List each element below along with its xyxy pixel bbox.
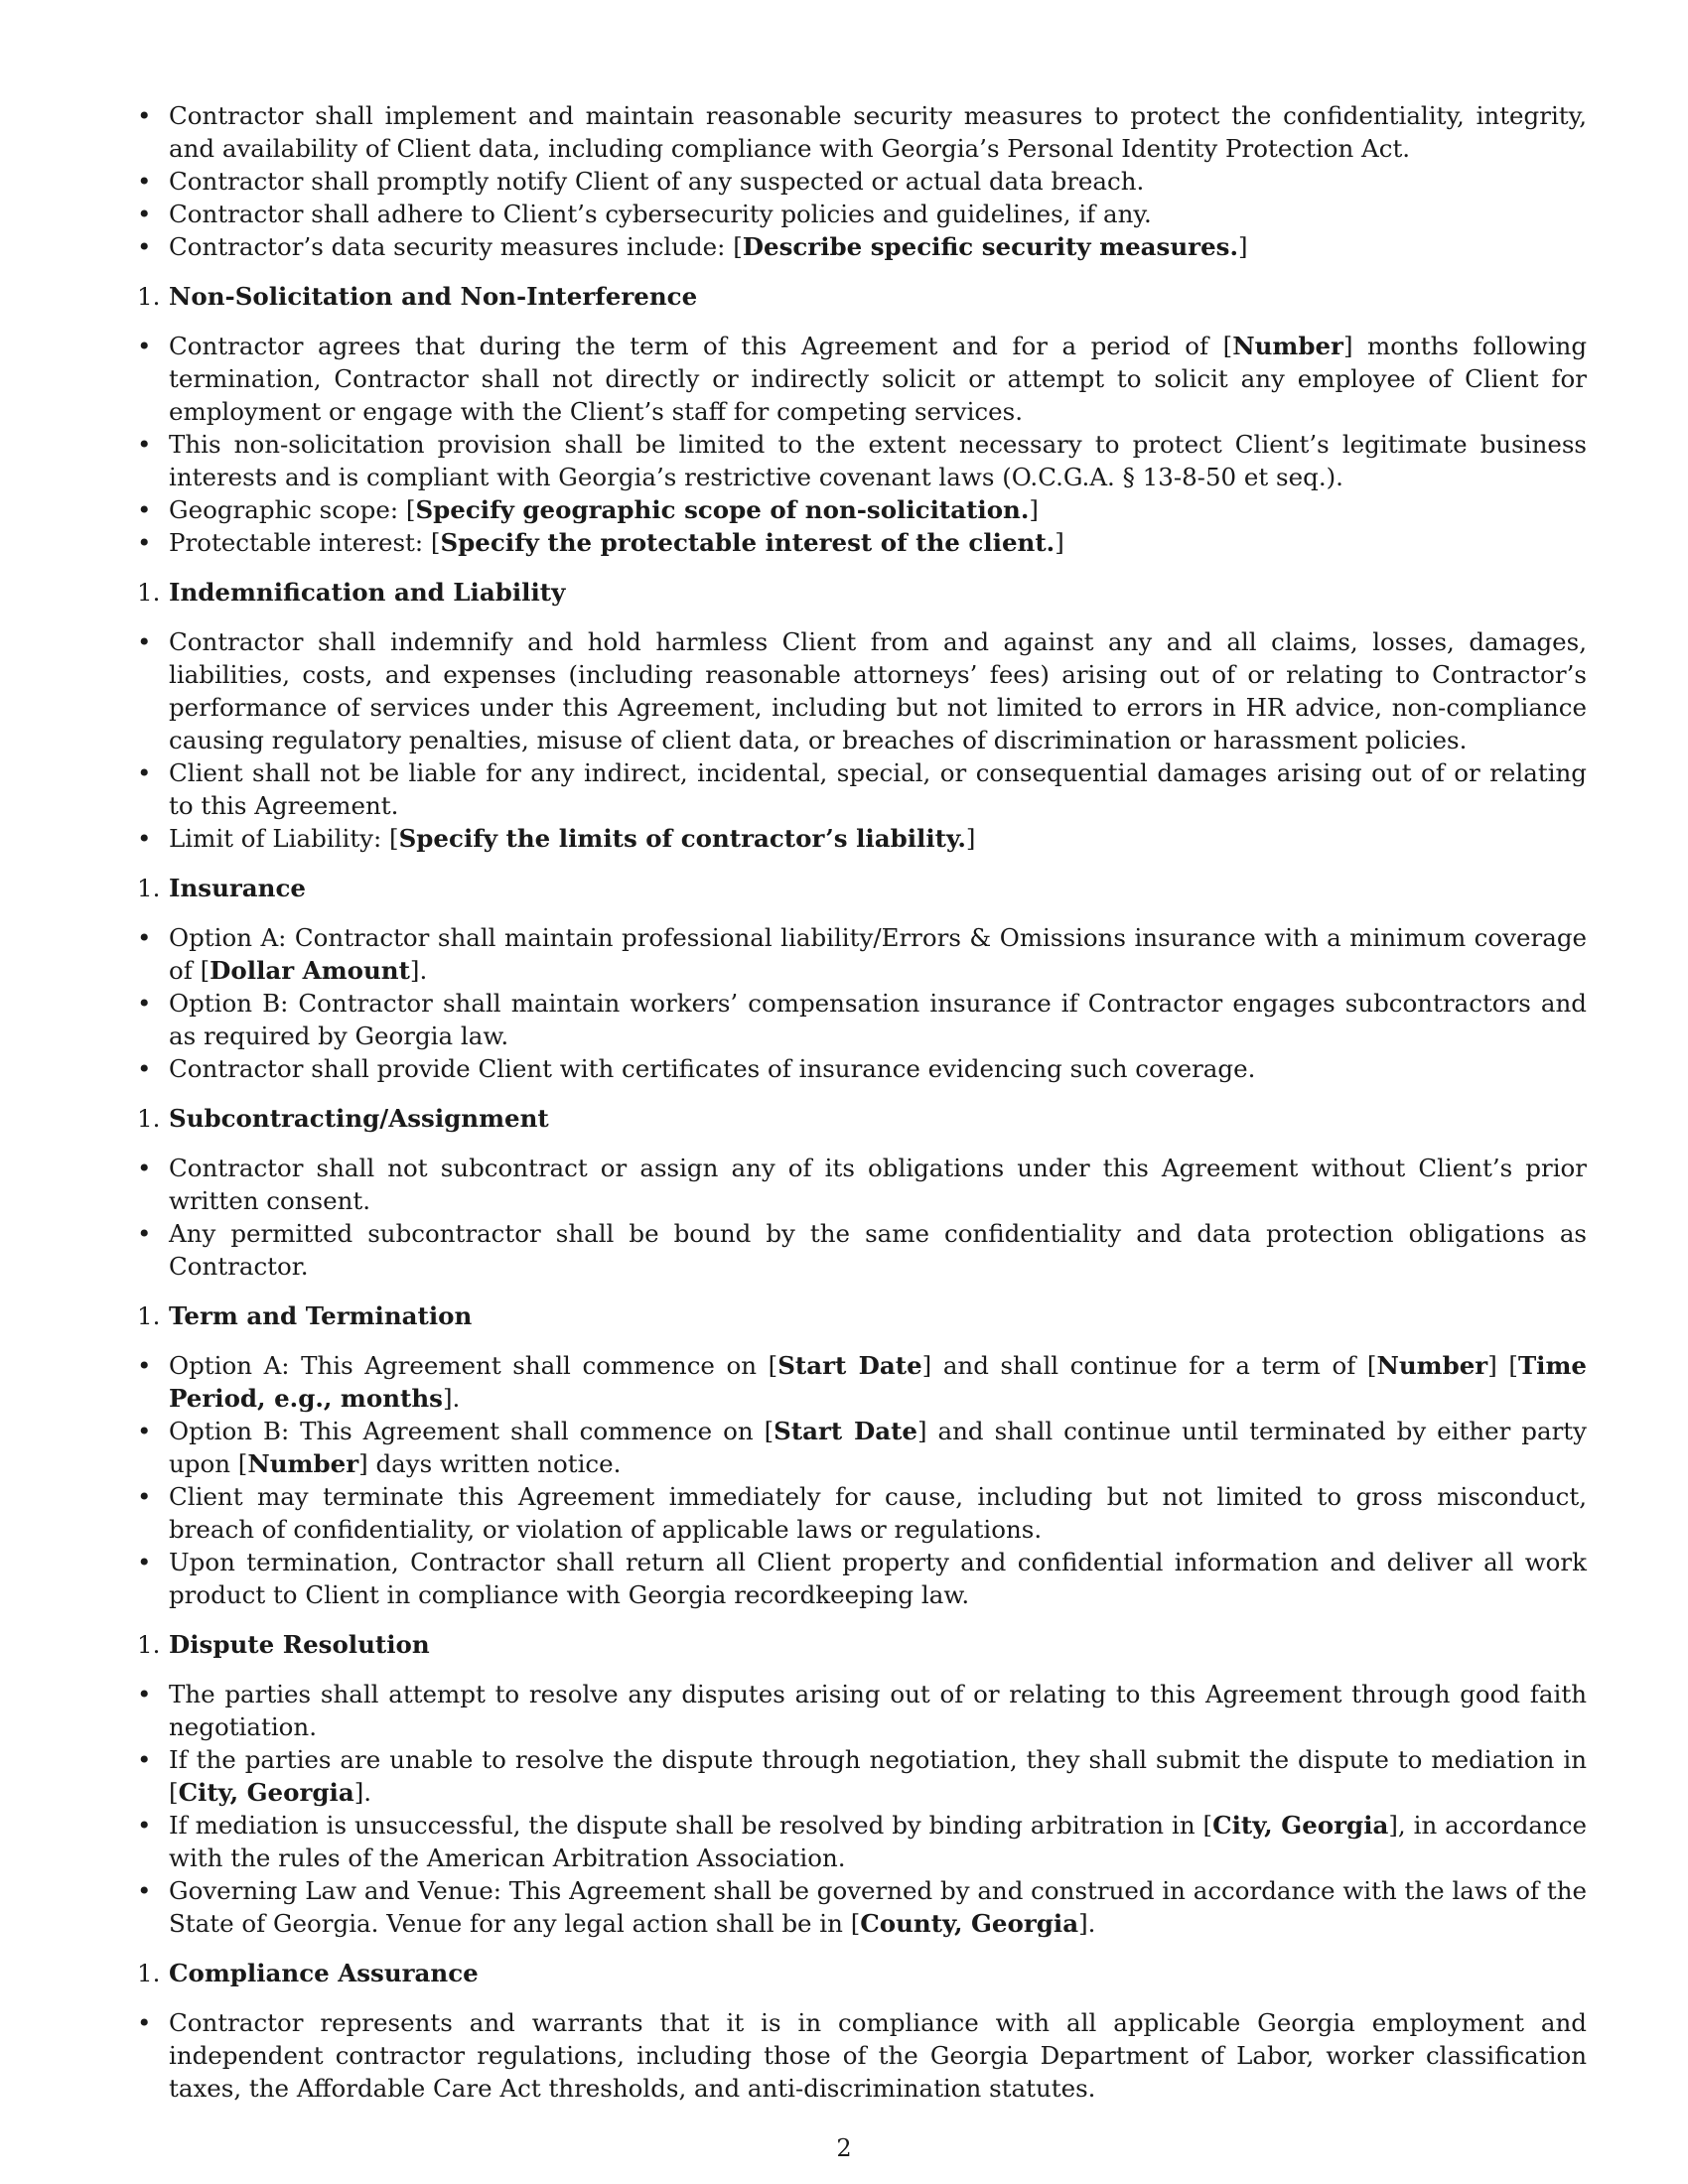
placeholder-field: Specify geographic scope of non-solicitation. (415, 495, 1030, 524)
bullet-icon: • (137, 1811, 152, 1840)
placeholder-field: Start Date (777, 1351, 922, 1380)
placeholder-field: Dollar Amount (210, 956, 410, 985)
bullet-list (137, 330, 1587, 559)
text-run: Option B: This Agreement shall commence on [ (169, 1417, 774, 1445)
text-run: ] days written notice. (358, 1449, 622, 1478)
section-heading (137, 1628, 1587, 1661)
section-heading (137, 1299, 1587, 1332)
placeholder-field: Describe specific security measures. (742, 232, 1238, 261)
list-item (137, 493, 1587, 526)
text-run: If mediation is unsuccessful, the dispute shall be resolved by binding arbitration in [ (169, 1811, 1213, 1840)
placeholder-field: County, Georgia (860, 1909, 1079, 1938)
list-item (137, 1152, 1587, 1217)
text-run: Geographic scope: [ (169, 495, 416, 524)
bullet-icon: • (137, 1482, 152, 1511)
text-run: The parties shall attempt to resolve any disputes arising out of or relating to this Agreement through good faith negotiation. (169, 1680, 1587, 1741)
list-item (137, 921, 1587, 987)
section-number: 1. (137, 874, 161, 902)
text-run: Contractor agrees that during the term of this Agreement and for a period of [ (169, 332, 1233, 360)
list-item (137, 1480, 1587, 1546)
text-run: Contractor shall promptly notify Client of any suspected or actual data breach. (169, 167, 1145, 196)
text-run: Client may terminate this Agreement immediately for cause, including but not limited to gross misconduct, breach of confidentiality, or violation of applicable laws or regulations. (169, 1482, 1587, 1544)
bullet-icon: • (137, 1745, 152, 1774)
bullet-icon: • (137, 824, 152, 853)
bullet-list (137, 99, 1587, 263)
text-run: ] (1237, 232, 1248, 261)
placeholder-field: Number (247, 1449, 359, 1478)
text-run: Client shall not be liable for any indirect, incidental, special, or consequential damages arising out of or relating to this Agreement. (169, 758, 1587, 820)
bullet-list (137, 2006, 1587, 2105)
section-title: Insurance (169, 874, 306, 902)
list-item (137, 756, 1587, 822)
section-number: 1. (137, 1301, 161, 1330)
placeholder-field: Time Period, e.g., months (169, 1351, 1587, 1413)
placeholder-field: Specify the protectable interest of the client. (440, 528, 1055, 557)
bullet-icon: • (137, 1351, 152, 1380)
list-item (137, 1809, 1587, 1874)
text-run: Contractor shall indemnify and hold harmless Client from and against any and all claims, losses, damages, liabilities, costs, and expenses (including reasonable attorneys’ fees) arising out of or relating to Contractor’s performance of services under this Agreement, including but not limited to errors in HR advice, non-compliance causing regulatory penalties, misuse of client data, or breaches of discrimination or harassment policies. (169, 627, 1587, 754)
bullet-list (137, 625, 1587, 855)
text-run: Any permitted subcontractor shall be bound by the same confidentiality and data protection obligations as Contractor. (169, 1219, 1587, 1281)
placeholder-field: Number (1232, 332, 1343, 360)
section-number: 1. (137, 282, 161, 311)
text-run: Contractor shall implement and maintain reasonable security measures to protect the confidentiality, integrity, and availability of Client data, including compliance with Georgia’s Personal Identity Protection Act. (169, 101, 1587, 163)
document-body (137, 99, 1587, 2105)
placeholder-field: Number (1376, 1351, 1488, 1380)
text-run: Contractor shall not subcontract or assign any of its obligations under this Agreement without Client’s prior written consent. (169, 1154, 1587, 1215)
section-title: Indemnification and Liability (169, 578, 566, 607)
bullet-icon: • (137, 627, 152, 656)
text-run: ] and shall continue for a term of [ (921, 1351, 1377, 1380)
bullet-icon: • (137, 101, 152, 130)
bullet-icon: • (137, 1154, 152, 1182)
list-item (137, 428, 1587, 493)
list-item (137, 1546, 1587, 1611)
placeholder-field: Start Date (774, 1417, 917, 1445)
bullet-icon: • (137, 1219, 152, 1248)
text-run: ] months following termination, Contractor shall not directly or indirectly solicit or attempt to solicit any employee of Client for employment or engage with the Client’s staff for competing services. (169, 332, 1587, 426)
bullet-icon: • (137, 2008, 152, 2037)
bullet-icon: • (137, 1548, 152, 1576)
text-run: [ (733, 232, 743, 261)
list-item (137, 526, 1587, 559)
text-run: Protectable interest: [ (169, 528, 441, 557)
text-run: Option B: Contractor shall maintain workers’ compensation insurance if Contractor engages subcontractors and as required by Georgia law. (169, 989, 1587, 1050)
section-heading (137, 576, 1587, 609)
bullet-icon: • (137, 495, 152, 524)
bullet-icon: • (137, 1054, 152, 1083)
placeholder-field: City, Georgia (178, 1778, 354, 1807)
bullet-icon: • (137, 758, 152, 787)
text-run: Contractor’s data security measures include: (169, 232, 734, 261)
section-title: Subcontracting/Assignment (169, 1104, 549, 1133)
section-heading (137, 1102, 1587, 1135)
list-item (137, 822, 1587, 855)
bullet-list (137, 1678, 1587, 1940)
list-item (137, 625, 1587, 756)
bullet-icon: • (137, 232, 152, 261)
bullet-icon: • (137, 923, 152, 952)
text-run: ]. (353, 1778, 372, 1807)
section-title: Term and Termination (169, 1301, 473, 1330)
list-item (137, 2006, 1587, 2105)
bullet-icon: • (137, 1680, 152, 1708)
text-run: Upon termination, Contractor shall return all Client property and confidential information and deliver all work product to Client in compliance with Georgia recordkeeping law. (169, 1548, 1587, 1609)
bullet-list (137, 921, 1587, 1085)
bullet-list (137, 1349, 1587, 1611)
bullet-icon: • (137, 200, 152, 228)
bullet-icon: • (137, 430, 152, 459)
text-run: Contractor shall provide Client with certificates of insurance evidencing such coverage. (169, 1054, 1256, 1083)
section-heading (137, 280, 1587, 313)
text-run: Limit of Liability: [ (169, 824, 399, 853)
text-run: ] (1055, 528, 1064, 557)
section-heading (137, 1957, 1587, 1989)
list-item (137, 1217, 1587, 1283)
text-run: Governing Law and Venue: This Agreement shall be governed by and construed in accordance with the laws of the State of Georgia. Venue for any legal action shall be in [ (169, 1876, 1587, 1938)
list-item (137, 1052, 1587, 1085)
section-title: Dispute Resolution (169, 1630, 430, 1659)
bullet-icon: • (137, 167, 152, 196)
list-item (137, 198, 1587, 230)
bullet-icon: • (137, 1417, 152, 1445)
page-number: 2 (836, 2134, 852, 2162)
text-run: Option A: Contractor shall maintain professional liability/Errors & Omissions insurance with a minimum coverage of [ (169, 923, 1587, 985)
text-run: ]. (442, 1384, 461, 1413)
section-number: 1. (137, 1104, 161, 1133)
text-run: ] (1029, 495, 1039, 524)
text-run: Contractor represents and warrants that it is in compliance with all applicable Georgia employment and independent contractor regulations, including those of the Georgia Department of Labor, worker classification taxes, the Affordable Care Act thresholds, and anti-discrimination statutes. (169, 2008, 1587, 2103)
text-run: ]. (409, 956, 428, 985)
section-title: Compliance Assurance (169, 1959, 479, 1987)
text-run: This non-solicitation provision shall be limited to the extent necessary to protect Client’s legitimate business interests and is compliant with Georgia’s restrictive covenant laws (O.C.G.A. § 13-8-50 et seq.). (169, 430, 1587, 491)
section-number: 1. (137, 1959, 161, 1987)
section-number: 1. (137, 1630, 161, 1659)
list-item (137, 987, 1587, 1052)
list-item (137, 1743, 1587, 1809)
placeholder-field: Specify the limits of contractor’s liability. (398, 824, 966, 853)
text-run: ], in accordance with the rules of the American Arbitration Association. (169, 1811, 1587, 1872)
list-item (137, 1874, 1587, 1940)
section-heading (137, 872, 1587, 904)
section-number: 1. (137, 578, 161, 607)
text-run: ] (965, 824, 976, 853)
list-item (137, 230, 1587, 263)
list-item (137, 165, 1587, 198)
list-item (137, 1349, 1587, 1415)
bullet-icon: • (137, 989, 152, 1018)
text-run: Option A: This Agreement shall commence on [ (169, 1351, 778, 1380)
section-title: Non-Solicitation and Non-Interference (169, 282, 698, 311)
placeholder-field: City, Georgia (1212, 1811, 1389, 1840)
text-run: Contractor shall adhere to Client’s cybersecurity policies and guidelines, if any. (169, 200, 1152, 228)
text-run: ] and shall continue until terminated by either party upon [ (169, 1417, 1587, 1478)
bullet-icon: • (137, 1876, 152, 1905)
bullet-icon: • (137, 332, 152, 360)
text-run: If the parties are unable to resolve the dispute through negotiation, they shall submit the dispute to mediation in [ (169, 1745, 1587, 1807)
bullet-list (137, 1152, 1587, 1283)
text-run: ]. (1078, 1909, 1096, 1938)
list-item (137, 330, 1587, 428)
bullet-icon: • (137, 528, 152, 557)
text-run: ] [ (1487, 1351, 1518, 1380)
list-item (137, 1678, 1587, 1743)
list-item (137, 1415, 1587, 1480)
list-item (137, 99, 1587, 165)
